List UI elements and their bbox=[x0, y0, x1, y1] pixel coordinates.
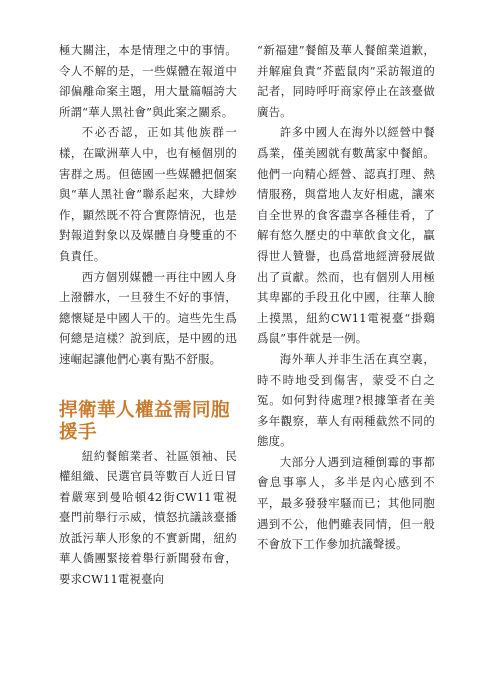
article-paragraph-continued: 極大關注，本是情理之中的事情。令人不解的是，一些媒體在報道中卻偏離命案主題，用大量篇幅誇大所謂“華人黑社會”與此案之關系。 bbox=[59, 43, 237, 119]
article-paragraph: 紐約餐館業者、社區領袖、民權組織、民選官員等數百人近日冒着嚴寒到曼哈頓42街CW11電視臺門前舉行示威，憤怒抗議該臺播放詆污華人形象的不實新聞，紐約華人僑團緊接着舉行新聞發布會，要求CW11電視臺向 bbox=[59, 448, 237, 587]
article-paragraph: 不必否認，正如其他族群一樣，在歐洲華人中，也有極個別的害群之馬。但德國一些媒體把個案與“華人黑社會”聯系起來，大肆炒作，顯然既不符合實際情況，也是對報道對象以及媒體自身雙重的不負責任。 bbox=[59, 125, 237, 263]
article-paragraph: 大部分人遇到這種倒霉的事都會息事寧人，多半是內心感到不平，最多發發牢騷而已；其他同胞遇到不公，他們雖表同情，但一般不會放下工作參加抗議聲援。 bbox=[257, 454, 435, 552]
article-paragraph: 海外華人并非生活在真空裏，時不時地受到傷害，蒙受不白之冤。如何對待處理?根據筆者在美多年觀察，華人有兩種截然不同的態度。 bbox=[257, 351, 435, 449]
article-paragraph-continued: “新福建”餐館及華人餐館業道歉，并解雇負責“芥藍鼠肉”采訪報道的記者，同時呼吁商家停止在該臺做廣告。 bbox=[257, 43, 435, 119]
section-heading: 捍衛華人權益需同胞援手 bbox=[59, 399, 231, 443]
article-paragraph: 許多中國人在海外以經營中餐爲業，僅美國就有數萬家中餐館。他們一向精心經營、認真打理、熱情服務，與當地人友好相處，讓來自全世界的食客盡享各種佳肴，了解有悠久歷史的中華飲食文化，贏得世人贊譽，也爲當地經濟發展做出了貢獻。然而，也有個別人用極其卑鄙的手段丑化中國，往華人臉上摸黑，紐約CW11電視臺“掛鷄爲鼠”事件就是一例。 bbox=[257, 125, 435, 346]
right-column bbox=[257, 40, 435, 555]
left-column bbox=[59, 40, 237, 590]
article-paragraph: 西方個別媒體一再往中國人身上潑髒水，一旦發生不好的事情，總懷疑是中國人干的。這些先生爲何總是這樣？說到底，是中國的迅速崛起讓他們心裏有點不舒服。 bbox=[59, 269, 237, 366]
